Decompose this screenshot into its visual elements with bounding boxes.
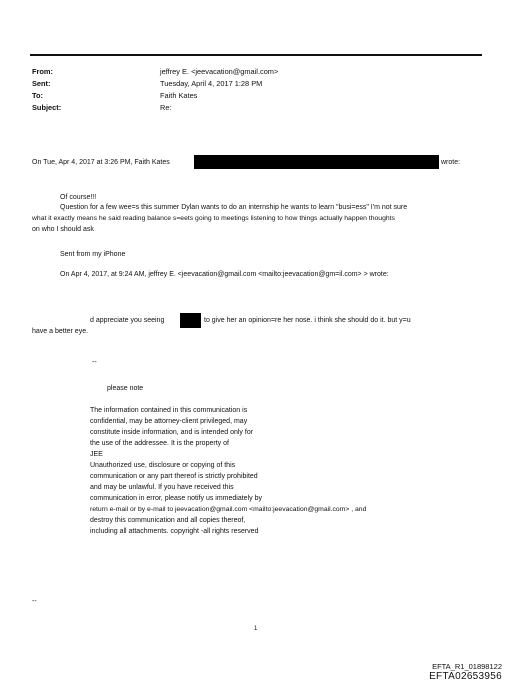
disclaimer-line: Unauthorized use, disclosure or copying of this [90, 462, 236, 469]
separator: -- [92, 359, 97, 366]
sent-from-line: Sent from my iPhone [60, 251, 126, 258]
disclaimer-line: and may be unlawful. If you have received this [90, 484, 234, 491]
from-value: jeffrey E. <jeevacation@gmail.com> [160, 67, 279, 76]
page-number: 1 [254, 626, 258, 632]
disclaimer-line: the use of the addressee. It is the property of [90, 440, 229, 447]
disclaimer-line: JEE [90, 451, 103, 458]
quote-line: On Apr 4, 2017, at 9:24 AM, jeffrey E. <jeevacation@gmail.com <mailto:jeevacation@gm=il.com> > wrote: [60, 271, 389, 278]
disclaimer-line: The information contained in this communication is [90, 407, 248, 414]
header-rule [30, 54, 482, 56]
sent-value: Tuesday, April 4, 2017 1:28 PM [160, 79, 263, 88]
disclaimer-line: confidential, may be attorney-client privileged, may [90, 418, 248, 425]
disclaimer-line: including all attachments. copyright -all rights reserved [90, 528, 259, 535]
to-value: Faith Kates [160, 91, 198, 100]
quote-intro-end: wrote: [441, 159, 461, 166]
footer-id-primary: EFTA_R1_01898122 [432, 662, 502, 671]
redaction-bar [180, 313, 201, 328]
reply-text: have a better eye. [32, 328, 89, 335]
body-line: what it exactly means he said reading balance s=eets going to meetings listening to how things actually happen thoughts [32, 215, 395, 222]
subject-value: Re: [160, 103, 172, 112]
disclaimer-line: communication in error, please notify us immediately by [90, 495, 262, 502]
sent-label: Sent: [32, 79, 51, 88]
reply-text: d appreciate you seeing [90, 317, 165, 324]
quote-intro: On Tue, Apr 4, 2017 at 3:26 PM, Faith Kates [32, 159, 170, 166]
disclaimer-line: destroy this communication and all copies thereof, [90, 517, 246, 524]
disclaimer-line: communication or any part thereof is strictly prohibited [90, 473, 258, 480]
body-line: on who I should ask [32, 226, 94, 233]
from-label: From: [32, 67, 53, 76]
disclaimer-heading: please note [107, 385, 144, 392]
to-label: To: [32, 91, 43, 100]
separator: -- [32, 598, 37, 605]
redaction-bar [194, 155, 439, 169]
subject-label: Subject: [32, 103, 62, 112]
reply-text: to give her an opinion=re her nose. i think she should do it. but y=u [204, 317, 411, 324]
body-line: Question for a few wee=s this summer Dylan wants to do an internship he wants to learn "busi=ess" I'm not sure [60, 204, 408, 211]
footer-id-secondary: EFTA02653956 [429, 671, 502, 682]
disclaimer-line: constitute inside information, and is intended only for [90, 429, 254, 436]
body-line: Of course!!! [60, 194, 97, 201]
disclaimer-line: return e-mail or by e-mail to jeevacation@gmail.com <mailto:jeevacation@gmail.com> , and [90, 506, 367, 513]
